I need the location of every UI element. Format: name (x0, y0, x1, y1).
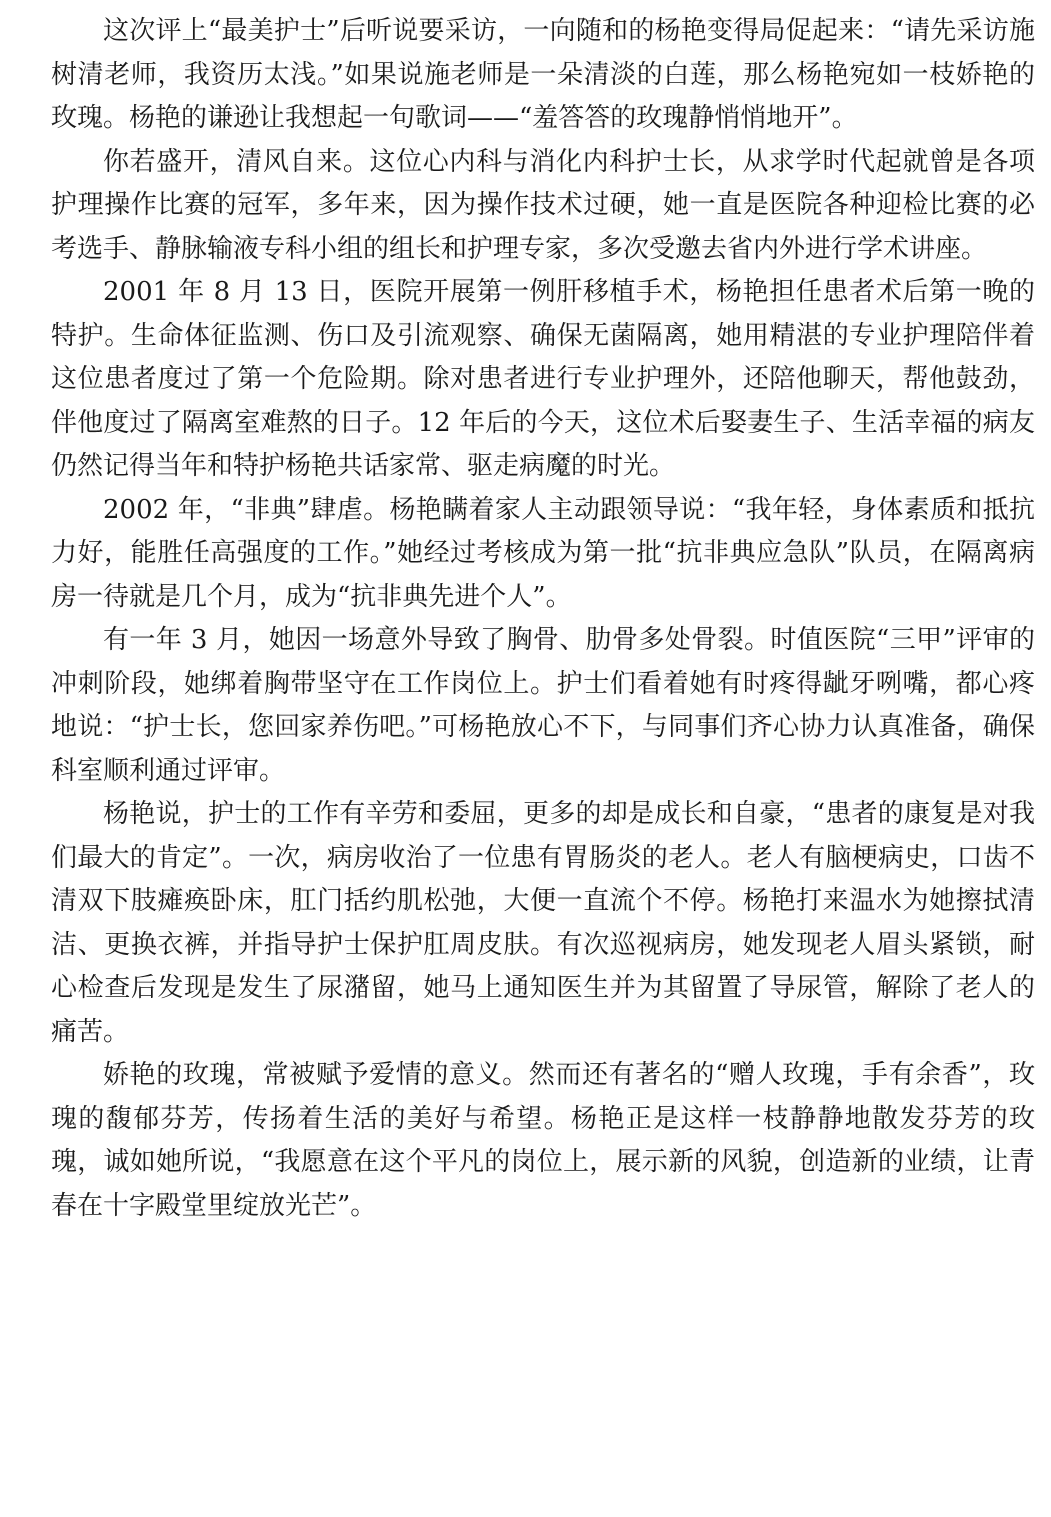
paragraph-skills: 你若盛开，清风自来。这位心内科与消化内科护士长，从求学时代起就曾是各项护理操作比赛的冠军，多年来，因为操作技术过硬，她一直是医院各种迎检比赛的必考选手、静脉输液专科小组的组长和护理专家，多次受邀去省内外进行学术讲座。 (51, 146, 1035, 264)
paragraph-liver-transplant: 2001 年 8 月 13 日，医院开展第一例肝移植手术，杨艳担任患者术后第一晚的特护。生命体征监测、伤口及引流观察、确保无菌隔离，她用精湛的专业护理陪伴着这位患者度过了第一个危险期。除对患者进行专业护理外，还陪他聊天，帮他鼓劲，伴他度过了隔离室难熬的日子。12 年后的今天，这位术后娶妻生子、生活幸福的病友仍然记得当年和特护杨艳共话家常、驱走病魔的时光。 (51, 277, 1035, 481)
paragraph-interview: 这次评上“最美护士”后听说要采访，一向随和的杨艳变得局促起来：“请先采访施树清老师，我资历太浅。”如果说施老师是一朵清淡的白莲，那么杨艳宛如一枝娇艳的玫瑰。杨艳的谦逊让我想起一句歌词——“羞答答的玫瑰静悄悄地开”。 (51, 16, 1035, 133)
article-body (51, 10, 1035, 1228)
paragraph-closing: 娇艳的玫瑰，常被赋予爱情的意义。然而还有著名的“赠人玫瑰，手有余香”，玫瑰的馥郁芬芳，传扬着生活的美好与希望。杨艳正是这样一枝静静地散发芬芳的玫瑰，诚如她所说，“我愿意在这个平凡的岗位上，展示新的风貌，创造新的业绩，让青春在十字殿堂里绽放光芒”。 (51, 1060, 1035, 1221)
paragraph-elderly-patient: 杨艳说，护士的工作有辛劳和委屈，更多的却是成长和自豪，“患者的康复是对我们最大的肯定”。一次，病房收治了一位患有胃肠炎的老人。老人有脑梗病史，口齿不清双下肢瘫痪卧床，肛门括约肌松弛，大便一直流个不停。杨艳打来温水为她擦拭清洁、更换衣裤，并指导护士保护肛周皮肤。有次巡视病房，她发现老人眉头紧锁，耐心检查后发现是发生了尿潴留，她马上通知医生并为其留置了导尿管，解除了老人的痛苦。 (51, 799, 1035, 1047)
paragraph-sars: 2002 年，“非典”肆虐。杨艳瞒着家人主动跟领导说：“我年轻，身体素质和抵抗力好，能胜任高强度的工作。”她经过考核成为第一批“抗非典应急队”队员，在隔离病房一待就是几个月，成为“抗非典先进个人”。 (51, 494, 1035, 612)
paragraph-injury: 有一年 3 月，她因一场意外导致了胸骨、肋骨多处骨裂。时值医院“三甲”评审的冲刺阶段，她绑着胸带坚守在工作岗位上。护士们看着她有时疼得龇牙咧嘴，都心疼地说：“护士长，您回家养伤吧。”可杨艳放心不下，与同事们齐心协力认真准备，确保科室顺利通过评审。 (51, 625, 1035, 786)
